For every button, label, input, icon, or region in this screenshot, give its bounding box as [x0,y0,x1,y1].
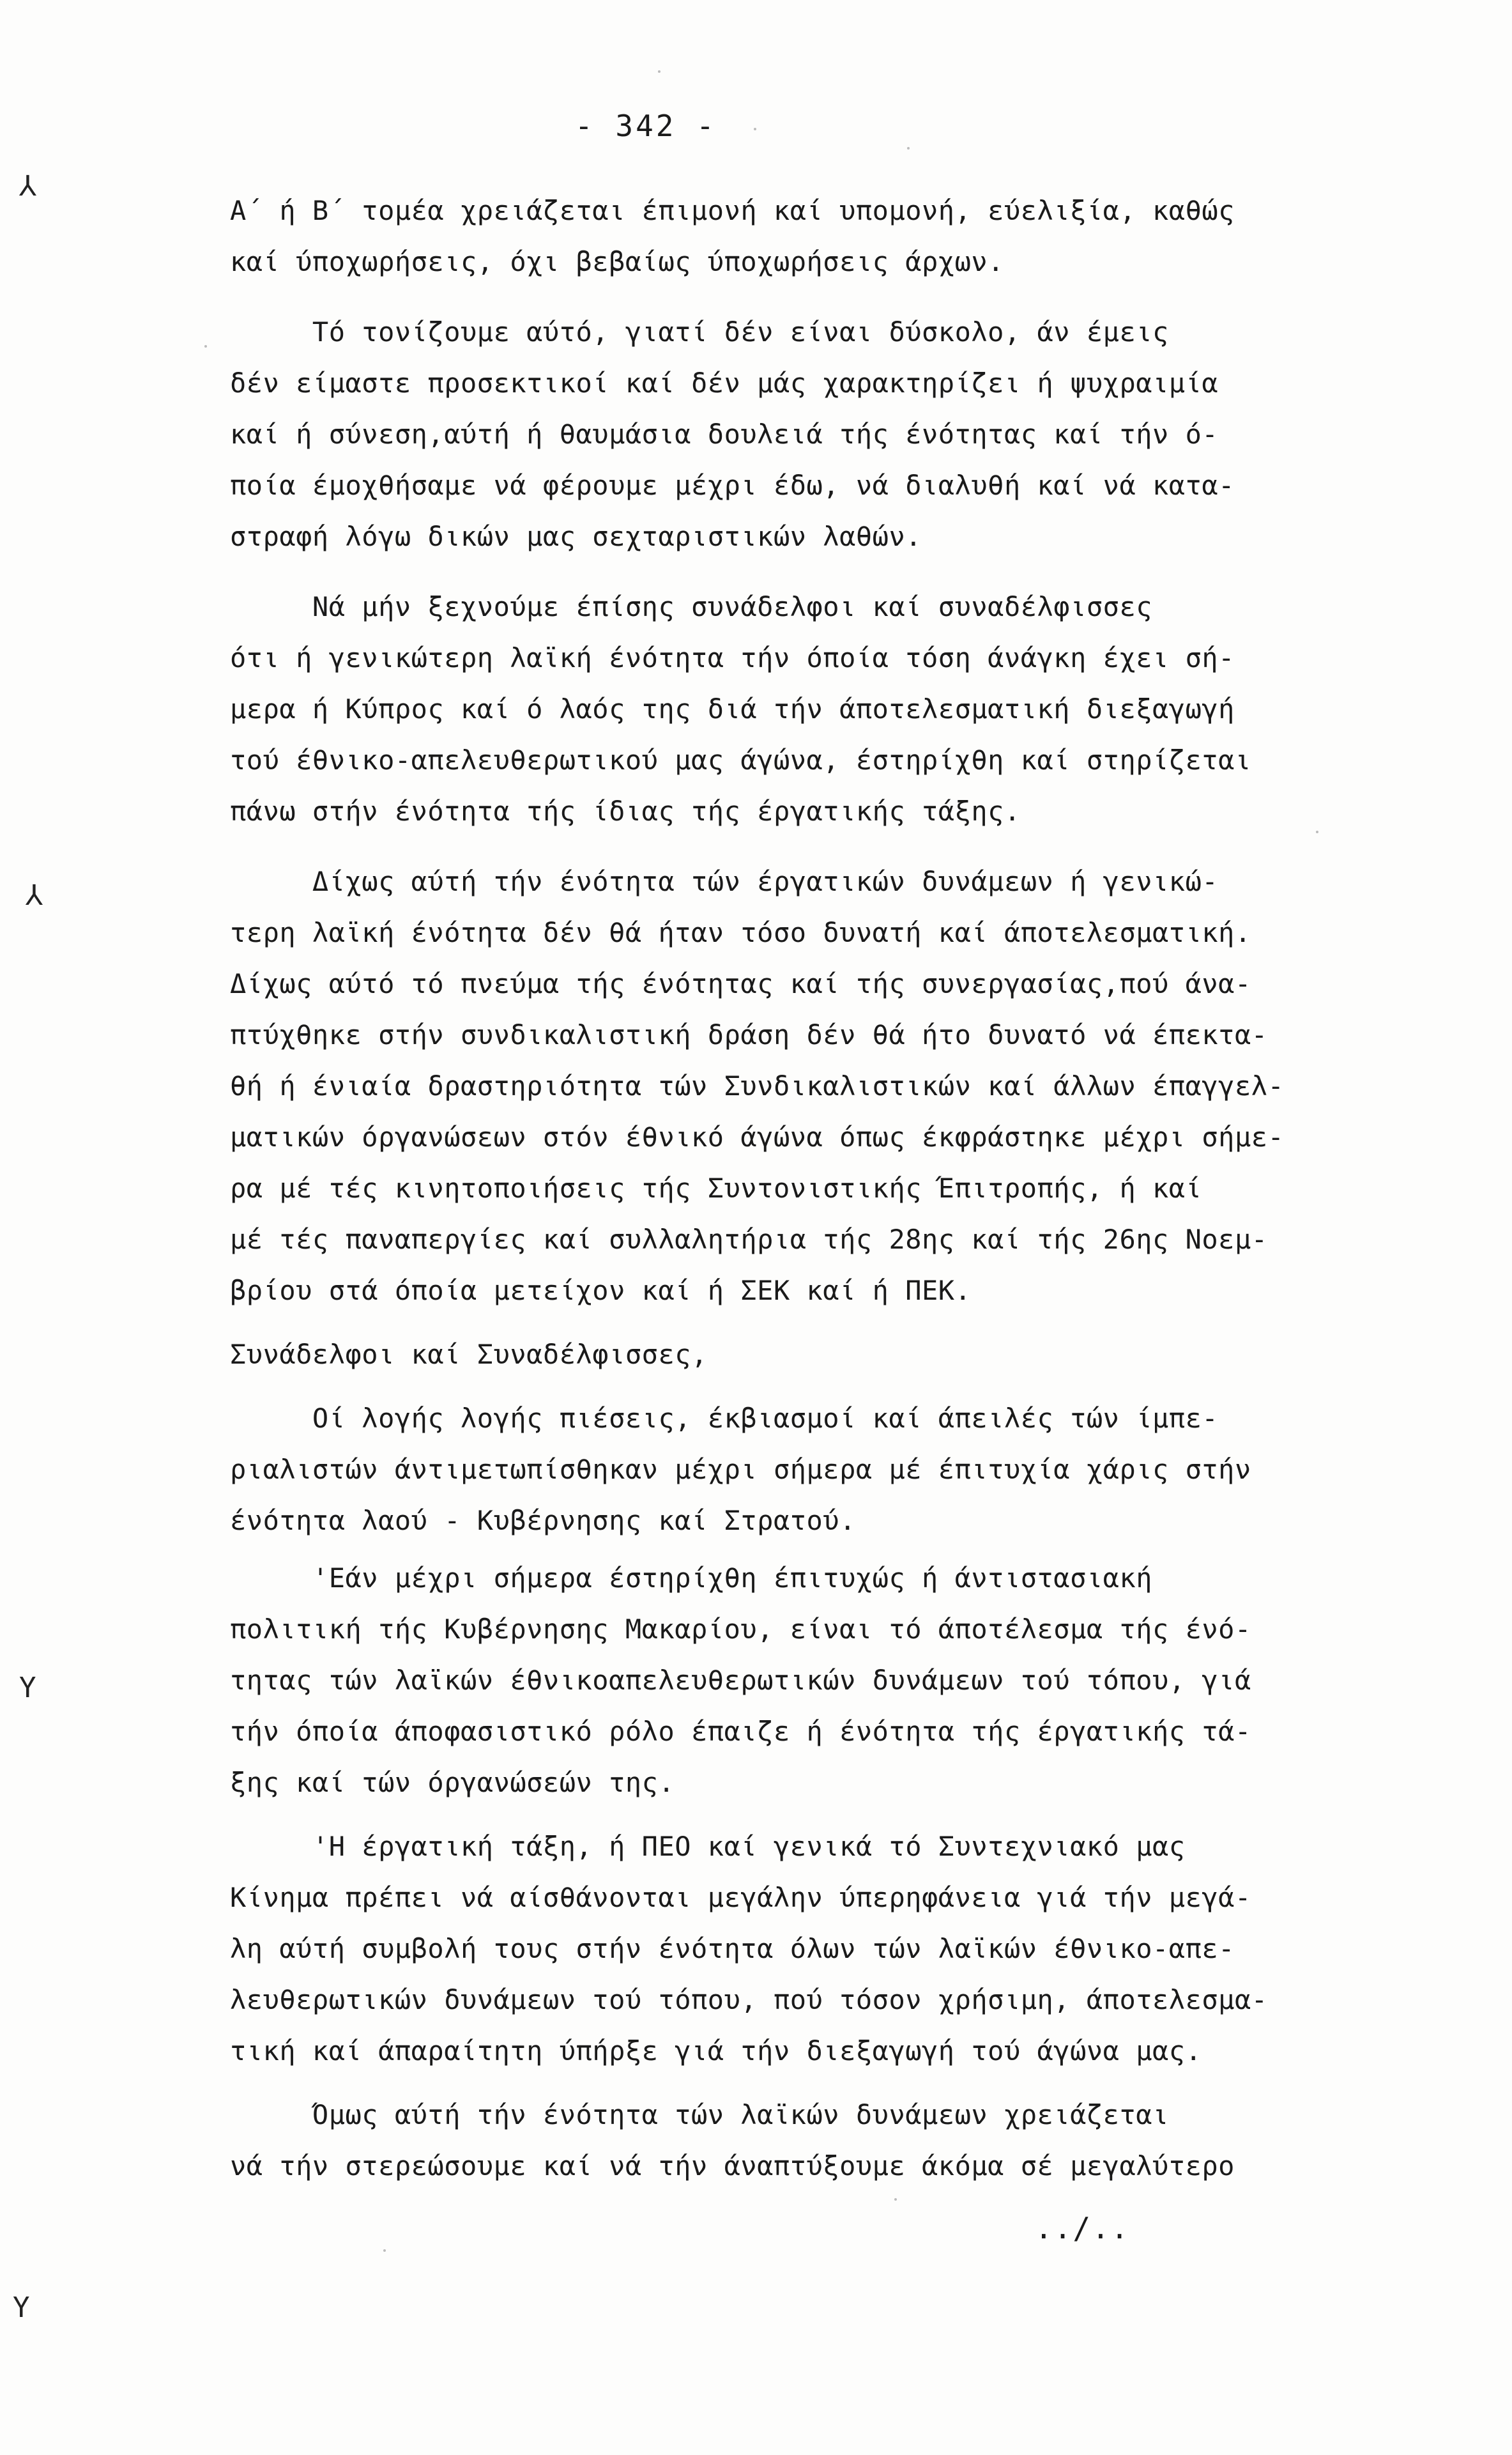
text-line: Συνάδελφοι καί Συναδέλφισσες, [230,1339,708,1370]
paragraph-4 [230,856,1354,1316]
text-line: ματικών όργανώσεων στόν έθνικό άγώνα όπως έκφράστηκε μέχρι σήμε- [230,1121,1285,1153]
margin-mark-lower: Y [19,1672,36,1704]
scan-speck [204,345,207,348]
scan-speck [894,2198,897,2201]
scan-speck [658,70,661,73]
text-line: ποία έμοχθήσαμε νά φέρουμε μέχρι έδω, νά διαλυθή καί νά κατα- [230,470,1235,501]
paragraph-9 [230,2089,1354,2192]
text-line: τική καί άπαραίτητη ύπήρξε γιά τήν διεξαγωγή τού άγώνα μας. [230,2035,1202,2066]
text-line: καί ύποχωρήσεις, όχι βεβαίως ύποχωρήσεις άρχων. [230,246,1004,277]
paragraph-7 [230,1553,1354,1808]
text-line: λευθερωτικών δυνάμεων τού τόπου, πού τόσον χρήσιμη, άποτελεσμα- [230,1984,1268,2015]
salutation [230,1329,1354,1380]
text-line: στραφή λόγω δικών μας σεχταριστικών λαθών. [230,521,922,552]
text-line: Δίχως αύτή τήν ένότητα τών έργατικών δυνάμεων ή γενικώ- [230,866,1219,897]
text-line: καί ή σύνεση,αύτή ή θαυμάσια δουλειά τής ένότητας καί τήν ό- [230,419,1219,450]
text-line: ένότητα λαού - Κυβέρνησης καί Στρατού. [230,1505,856,1536]
text-line: Δίχως αύτό τό πνεύμα τής ένότητας καί τής συνεργασίας,πού άνα- [230,968,1251,999]
text-line: ότι ή γενικώτερη λαϊκή ένότητα τήν όποία τόση άνάγκη έχει σή- [230,642,1235,673]
text-line: τερη λαϊκή ένότητα δέν θά ήταν τόσο δυνατή καί άποτελεσματική. [230,917,1251,948]
text-line: Α΄ ή Β΄ τομέα χρειάζεται έπιμονή καί υπομονή, εύελιξία, καθώς [230,195,1235,226]
text-line: λη αύτή συμβολή τους στήν ένότητα όλων τών λαϊκών έθνικο-απε- [230,1933,1235,1964]
paragraph-2 [230,307,1354,562]
scan-speck [1316,831,1318,833]
text-line: ξης καί τών όργανώσεών της. [230,1767,675,1798]
text-line: Όμως αύτή τήν ένότητα τών λαϊκών δυνάμεων χρειάζεται [230,2099,1169,2130]
text-line: πολιτική τής Κυβέρνησης Μακαρίου, είναι τό άποτέλεσμα τής ένό- [230,1613,1251,1645]
paragraph-8 [230,1821,1354,2077]
text-line: μερα ή Κύπρος καί ό λαός της διά τήν άποτελεσματική διεξαγωγή [230,693,1235,725]
text-line: μέ τές παναπεργίες καί συλλαλητήρια τής 28ης καί τής 26ης Νοεμ- [230,1224,1268,1255]
margin-mark-bottom: Y [13,2291,30,2324]
page-number: - 342 - [575,109,717,143]
margin-mark-middle: ⅄ [26,879,43,912]
text-line: Νά μήν ξεχνούμε έπίσης συνάδελφοι καί συναδέλφισσες [230,591,1153,622]
paragraph-1 [230,185,1354,288]
text-line: ριαλιστών άντιμετωπίσθηκαν μέχρι σήμερα μέ έπιτυχία χάρις στήν [230,1454,1251,1485]
text-line: Τό τονίζουμε αύτό, γιατί δέν είναι δύσκολο, άν έμεις [230,316,1169,348]
text-line: πάνω στήν ένότητα τής ίδιας τής έργατικής τάξης. [230,796,1021,827]
text-line: Οί λογής λογής πιέσεις, έκβιασμοί καί άπειλές τών ίμπε- [230,1403,1219,1434]
scan-speck [754,128,756,130]
text-line: βρίου στά όποία μετείχον καί ή ΣΕΚ καί ή ΠΕΚ. [230,1275,972,1306]
text-line: νά τήν στερεώσουμε καί νά τήν άναπτύξουμε άκόμα σέ μεγαλύτερο [230,2150,1235,2182]
continuation-mark: ../.. [1035,2211,1130,2245]
text-line: 'Εάν μέχρι σήμερα έστηρίχθη έπιτυχώς ή άντιστασιακή [230,1562,1153,1594]
text-line: τού έθνικο-απελευθερωτικού μας άγώνα, έστηρίχθη καί στηρίζεται [230,744,1251,776]
text-line: τητας τών λαϊκών έθνικοαπελευθερωτικών δυνάμεων τού τόπου, γιά [230,1665,1251,1696]
scan-speck [907,147,910,150]
scan-speck [383,2249,386,2252]
paragraph-6 [230,1393,1354,1546]
text-line: δέν είμαστε προσεκτικοί καί δέν μάς χαρακτηρίζει ή ψυχραιμία [230,367,1219,399]
paragraph-3 [230,581,1354,837]
text-line: θή ή ένιαία δραστηριότητα τών Συνδικαλιστικών καί άλλων έπαγγελ- [230,1070,1285,1102]
text-line: Κίνημα πρέπει νά αίσθάνονται μεγάλην ύπερηφάνεια γιά τήν μεγά- [230,1882,1251,1913]
margin-mark-top: ⅄ [19,170,36,203]
text-line: 'Η έργατική τάξη, ή ΠΕΟ καί γενικά τό Συντεχνιακό μας [230,1831,1186,1862]
text-line: ρα μέ τές κινητοποιήσεις τής Συντονιστικής Έπιτροπής, ή καί [230,1173,1202,1204]
text-line: τήν όποία άποφασιστικό ρόλο έπαιζε ή ένότητα τής έργατικής τά- [230,1716,1251,1747]
text-line: πτύχθηκε στήν συνδικαλιστική δράση δέν θά ήτο δυνατό νά έπεκτα- [230,1019,1268,1050]
